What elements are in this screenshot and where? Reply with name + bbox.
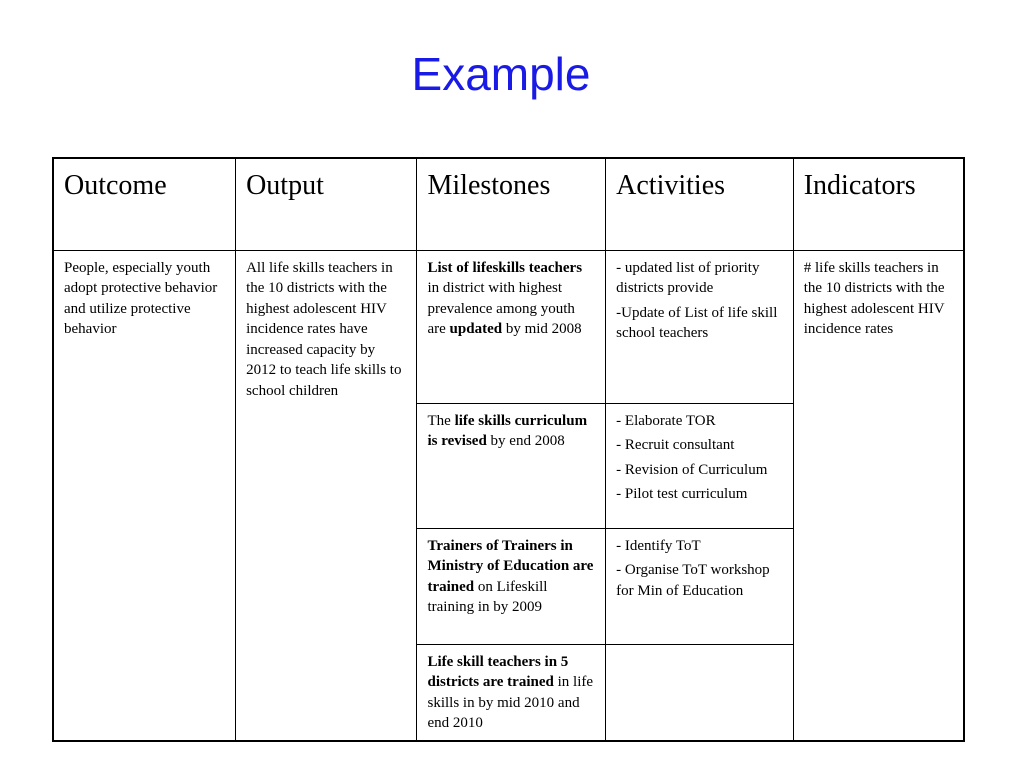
milestone-cell — [417, 644, 606, 741]
activity-item: - Elaborate TOR — [616, 412, 716, 429]
header-indicators: Indicators — [793, 158, 964, 250]
activity-item: - updated list of priority districts provide — [616, 259, 760, 296]
header-row — [53, 158, 964, 250]
milestone-text: in district with highest prevalence among youth are — [427, 280, 575, 337]
activity-item: - Pilot test curriculum — [616, 486, 748, 502]
indicator-cell: # life skills teachers in the 10 districts with the highest adolescent HIV incidence rates — [793, 250, 964, 741]
activity-item: -Update of List of life skill school teachers — [616, 304, 778, 341]
milestone-cell — [417, 403, 606, 528]
milestone-bold: List of lifeskills teachers — [427, 259, 583, 276]
outcome-cell: People, especially youth adopt protective behavior and utilize protective behavior — [53, 250, 236, 741]
milestone-text: The — [427, 412, 455, 429]
milestone-text: by end 2008 — [486, 433, 565, 449]
results-framework-table — [52, 157, 965, 742]
activity-item: - Revision of Curriculum — [616, 461, 768, 478]
activity-item: - Organise ToT workshop for Min of Education — [616, 562, 770, 599]
output-cell: All life skills teachers in the 10 districts with the highest adolescent HIV incidence rates have increased capacity by 2012 to teach life skills to school children — [236, 250, 417, 741]
activity-item: - Identify ToT — [616, 537, 701, 554]
milestone-bold: Trainers of Trainers in Ministry of Education are trained — [427, 537, 594, 595]
header-milestones: Milestones — [417, 158, 606, 250]
milestone-bold: updated — [449, 321, 503, 337]
milestone-text: on Lifeskill training in by 2009 — [427, 578, 548, 615]
activity-item: - Recruit consultant — [616, 437, 735, 453]
activities-cell — [606, 250, 794, 403]
milestone-text: by mid 2008 — [502, 321, 582, 337]
activities-cell — [606, 403, 794, 528]
milestone-text: in life skills in by mid 2010 and end 2010 — [427, 674, 594, 731]
activities-cell — [606, 528, 794, 644]
header-outcome: Outcome — [53, 158, 236, 250]
header-activities: Activities — [606, 158, 794, 250]
header-output: Output — [236, 158, 417, 250]
slide-title: Example — [411, 48, 591, 100]
milestone-bold: life skills curriculum is revised — [427, 412, 588, 449]
activities-cell — [606, 644, 794, 741]
milestone-cell — [417, 250, 606, 403]
table-row — [53, 250, 964, 403]
milestone-cell — [417, 528, 606, 644]
milestone-bold: Life skill teachers in 5 districts are trained — [427, 653, 569, 690]
